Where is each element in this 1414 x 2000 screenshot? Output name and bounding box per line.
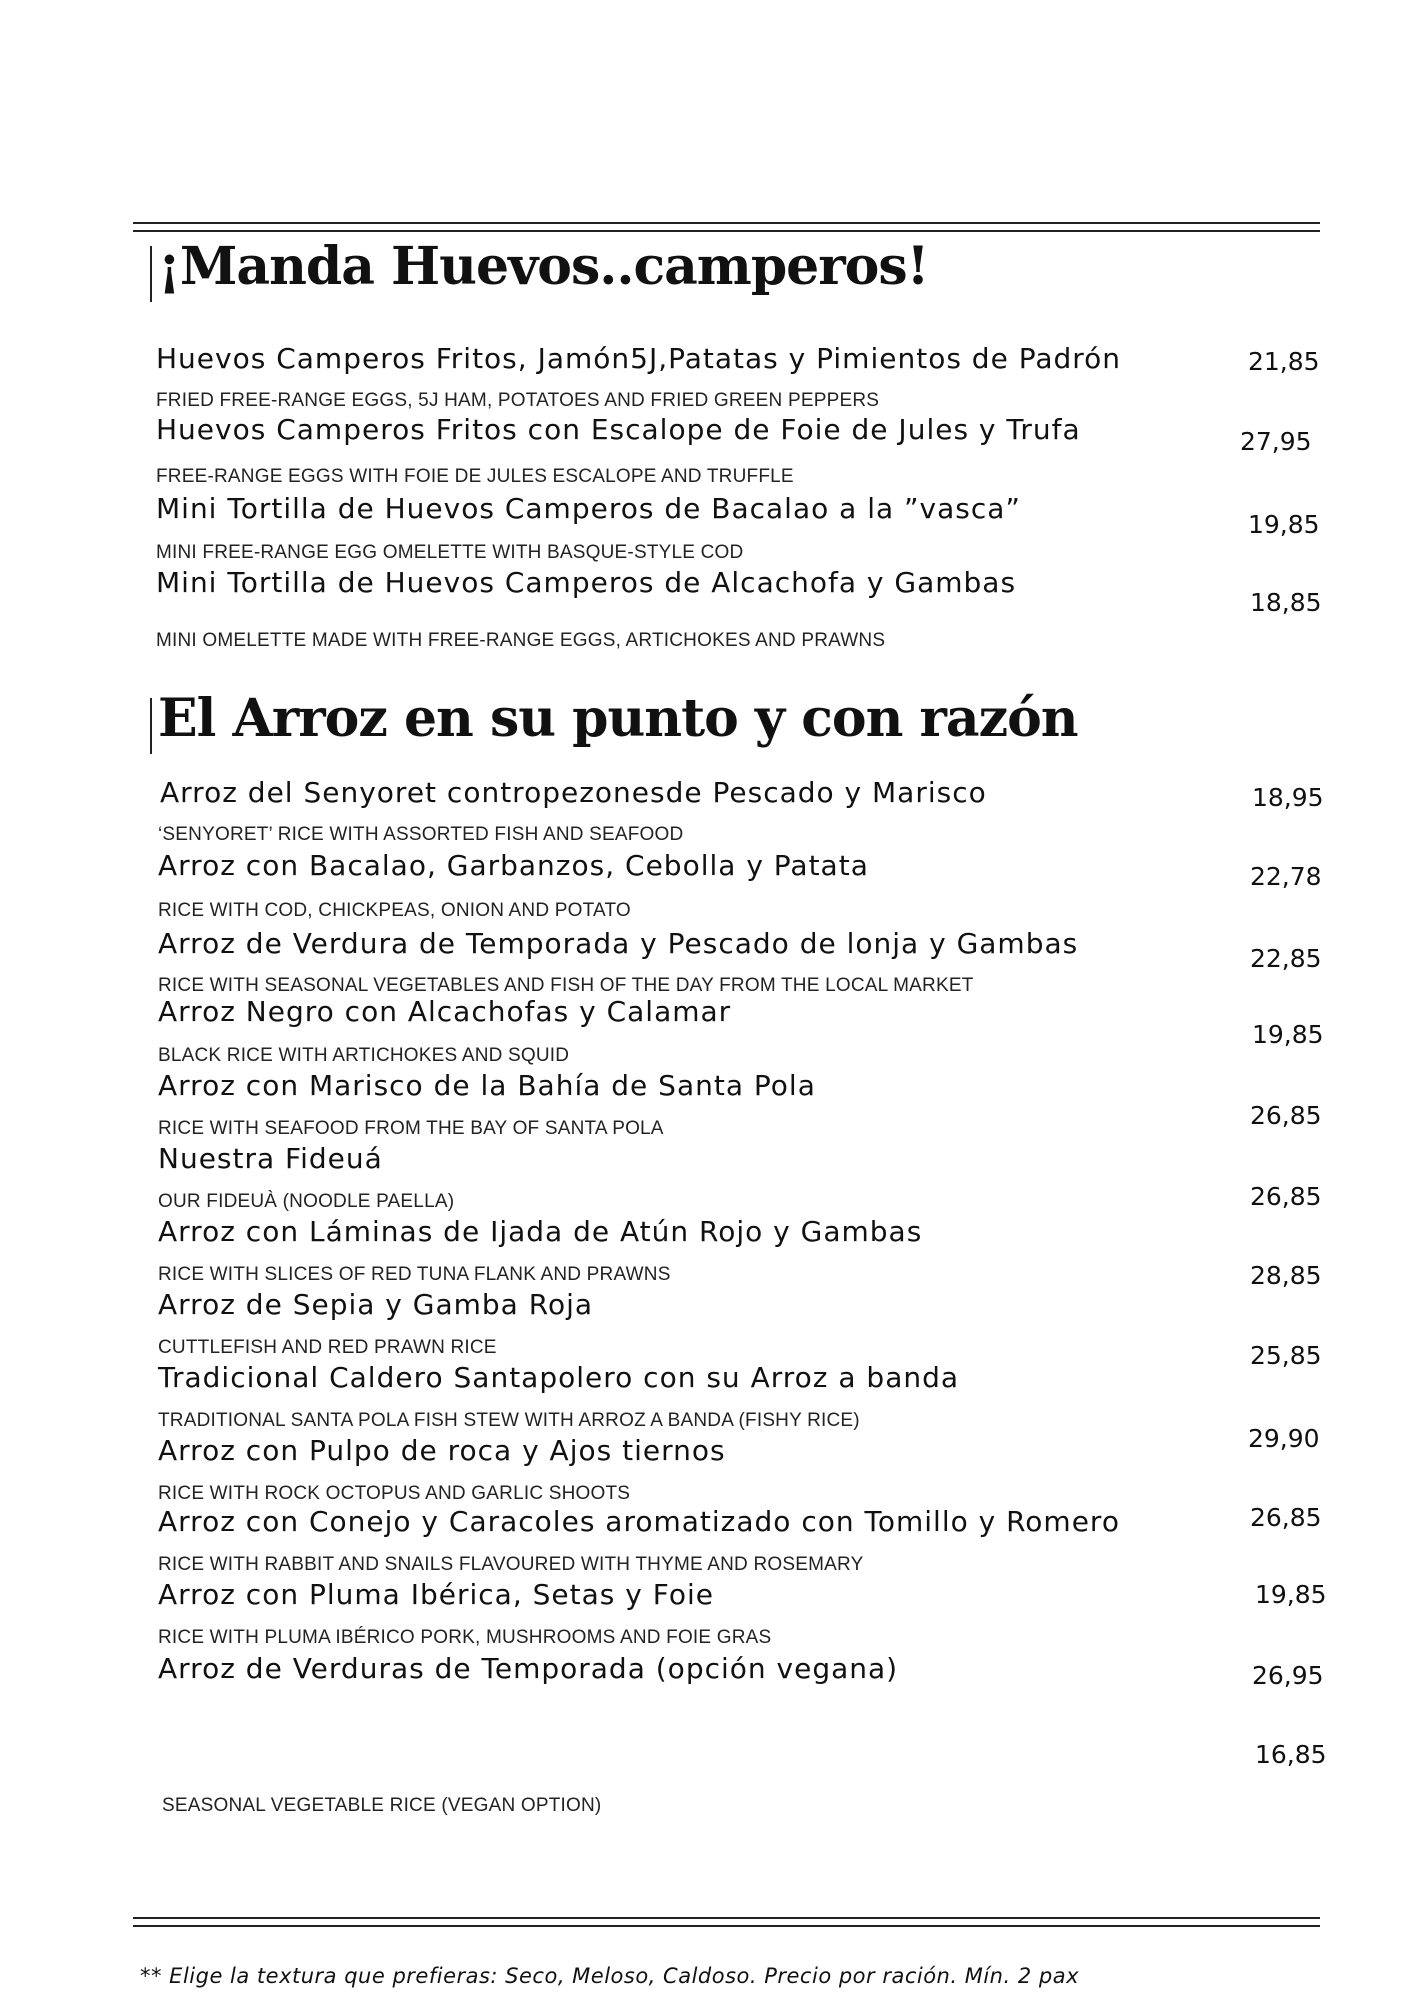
menu-item-translation: RICE WITH PLUMA IBÉRICO PORK, MUSHROOMS AND FOIE GRAS [158,1627,772,1648]
menu-item-price: 21,85 [1248,347,1320,376]
menu-item-price: 26,85 [1250,1503,1322,1532]
menu-item-translation: FREE-RANGE EGGS WITH FOIE DE JULES ESCALOPE AND TRUFFLE [156,466,794,487]
menu-item-translation: MINI FREE-RANGE EGG OMELETTE WITH BASQUE-STYLE COD [156,542,744,563]
menu-item-translation: ‘SENYORET’ RICE WITH ASSORTED FISH AND SEAFOOD [158,824,684,845]
menu-item-name: Arroz Negro con Alcachofas y Calamar [158,995,732,1028]
menu-item-price: 29,90 [1248,1424,1320,1453]
menu-item-price: 18,95 [1252,783,1324,812]
menu-item-price: 19,85 [1255,1580,1327,1609]
footer-note: ** Elige la textura que prefieras: Seco, Meloso, Caldoso. Precio por ración. Mín. 2 pax [140,1964,1079,1988]
title-accent-bar [150,698,152,754]
menu-item-price: 19,85 [1252,1020,1324,1049]
menu-item-price: 28,85 [1250,1261,1322,1290]
menu-item-translation: RICE WITH SLICES OF RED TUNA FLANK AND PRAWNS [158,1264,671,1285]
menu-item-price: 26,95 [1252,1661,1324,1690]
menu-item-price: 25,85 [1250,1341,1322,1370]
menu-item-name: Arroz de Sepia y Gamba Roja [158,1288,594,1321]
section-title-eggs [158,236,928,297]
menu-item-price: 27,95 [1240,427,1312,456]
menu-item-name: Arroz con Láminas de Ijada de Atún Rojo y Gambas [158,1215,923,1248]
menu-item-translation: RICE WITH SEASONAL VEGETABLES AND FISH OF THE DAY FROM THE LOCAL MARKET [158,975,974,996]
menu-item-name: Huevos Camperos Fritos con Escalope de Foie de Jules y Trufa [156,413,1081,446]
menu-item-name: Arroz con Bacalao, Garbanzos, Cebolla y Patata [158,849,869,882]
menu-item-price: 22,85 [1250,944,1322,973]
bottom-divider [133,1925,1320,1927]
menu-item-translation: CUTTLEFISH AND RED PRAWN RICE [158,1337,497,1358]
menu-item-name: Arroz de Verdura de Temporada y Pescado de lonja y Gambas [158,927,1079,960]
menu-item-translation: RICE WITH SEAFOOD FROM THE BAY OF SANTA POLA [158,1118,664,1139]
title-accent-bar [150,246,152,302]
menu-item-name: Tradicional Caldero Santapolero con su Arroz a banda [158,1361,960,1394]
menu-item-name: Arroz con Pluma Ibérica, Setas y Foie [158,1578,714,1611]
menu-item-name: Mini Tortilla de Huevos Camperos de Alcachofa y Gambas [156,566,1017,599]
top-divider [133,230,1320,232]
menu-item-name: Arroz con Conejo y Caracoles aromatizado con Tomillo y Romero [158,1505,1120,1538]
menu-item-translation: RICE WITH RABBIT AND SNAILS FLAVOURED WITH THYME AND ROSEMARY [158,1554,864,1575]
section-title-text: ¡Manda Huevos..camperos! [158,236,929,297]
menu-item-name: Arroz del Senyoret contropezonesde Pescado y Marisco [160,776,987,809]
section-title-text: El Arroz en su punto y con razón [158,688,1078,749]
section-title-rice [158,688,1078,749]
menu-item-price: 26,85 [1250,1101,1322,1130]
menu-item-translation: SEASONAL VEGETABLE RICE (VEGAN OPTION) [162,1795,602,1816]
menu-item-price: 26,85 [1250,1182,1322,1211]
bottom-divider [133,1917,1320,1919]
menu-item-name: Mini Tortilla de Huevos Camperos de Bacalao a la ”vasca” [156,492,1021,525]
menu-item-price: 16,85 [1255,1740,1327,1769]
menu-item-name: Nuestra Fideuá [158,1142,383,1175]
menu-item-price: 18,85 [1250,588,1322,617]
menu-item-name: Huevos Camperos Fritos, Jamón5J,Patatas y Pimientos de Padrón [156,342,1122,375]
top-divider [133,222,1320,224]
menu-item-name: Arroz de Verduras de Temporada (opción vegana) [158,1652,899,1685]
menu-item-translation: FRIED FREE-RANGE EGGS, 5J HAM, POTATOES AND FRIED GREEN PEPPERS [156,390,880,411]
menu-item-price: 22,78 [1250,862,1322,891]
menu-item-translation: RICE WITH COD, CHICKPEAS, ONION AND POTATO [158,900,631,921]
menu-item-name: Arroz con Pulpo de roca y Ajos tiernos [158,1434,726,1467]
menu-item-name: Arroz con Marisco de la Bahía de Santa Pola [158,1069,816,1102]
menu-item-price: 19,85 [1248,510,1320,539]
menu-item-translation: RICE WITH ROCK OCTOPUS AND GARLIC SHOOTS [158,1483,631,1504]
menu-item-translation: TRADITIONAL SANTA POLA FISH STEW WITH ARROZ A BANDA (FISHY RICE) [158,1410,860,1431]
menu-item-translation: BLACK RICE WITH ARTICHOKES AND SQUID [158,1045,570,1066]
menu-item-translation: OUR FIDEUÀ (NOODLE PAELLA) [158,1191,455,1212]
menu-item-translation: MINI OMELETTE MADE WITH FREE-RANGE EGGS, ARTICHOKES AND PRAWNS [156,630,886,651]
